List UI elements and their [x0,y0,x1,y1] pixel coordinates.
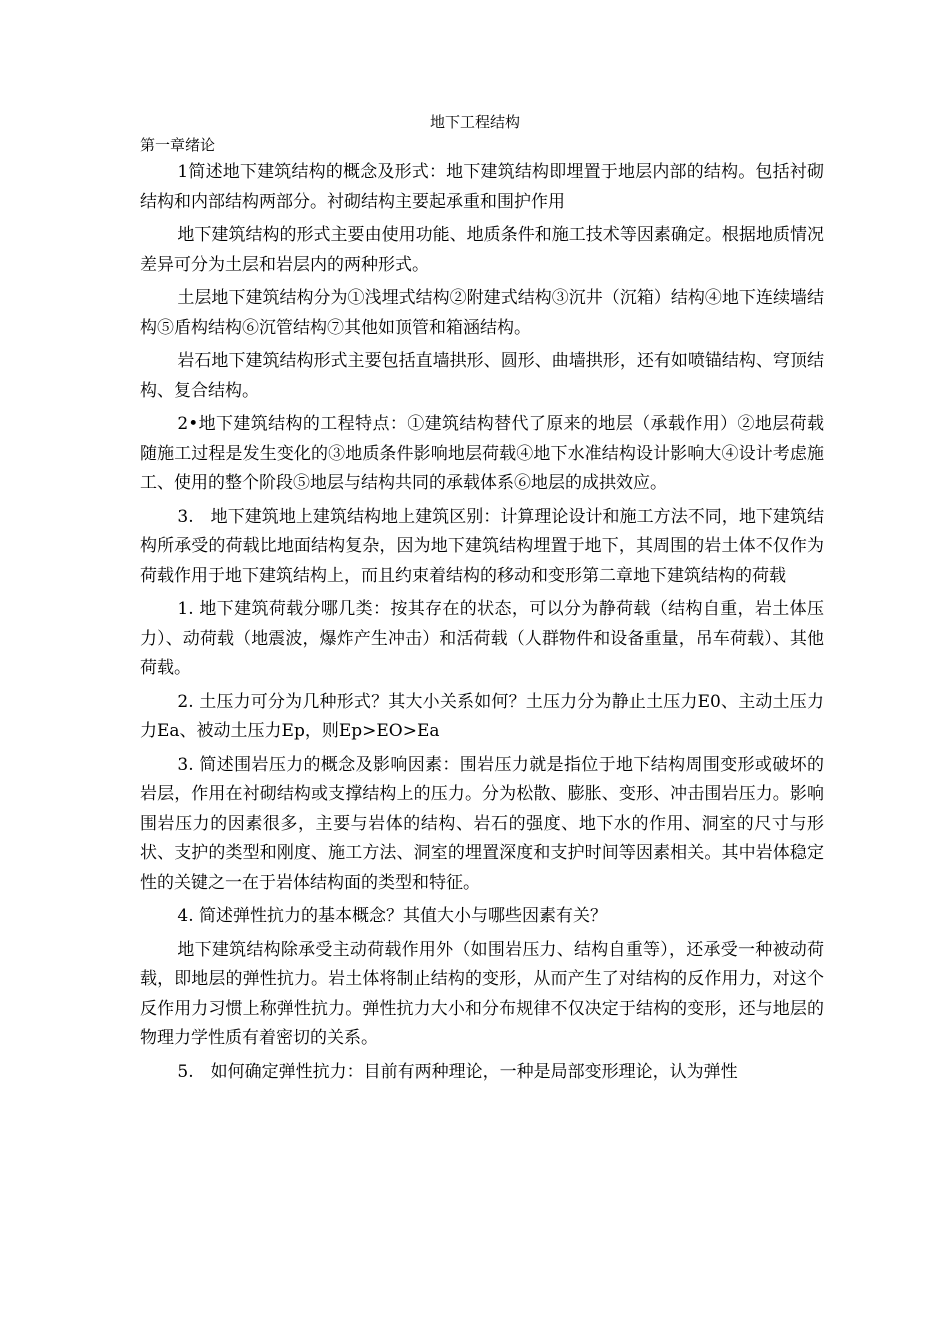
paragraph-3: 土层地下建筑结构分为①浅埋式结构②附建式结构③沉井（沉箱）结构④地下连续墙结构⑤盾构结构⑥沉管结构⑦其他如顶管和箱涵结构。 [140,288,824,338]
paragraph-8: 2. 土压力可分为几种形式？其大小关系如何？土压力分为静止土压力E0、主动土压力力Ea、被动土压力Ep，则Ep>EO>Ea [140,691,824,741]
chapter-heading: 第一章绪论 [140,136,216,154]
paragraph-5: 2•地下建筑结构的工程特点：①建筑结构替代了原来的地层（承载作用）②地层荷载随施工过程是发生变化的③地质条件影响地层荷载④地下水准结构设计影响大④设计考虑施工、使用的整个阶段⑤地层与结构共同的承载体系⑥地层的成拱效应。 [140,414,824,493]
paragraph-7: 1. 地下建筑荷载分哪几类：按其存在的状态，可以分为静荷载（结构自重，岩土体压力）、动荷载（地震波，爆炸产生冲击）和活荷载（人群物件和设备重量，吊车荷载）、其他荷载。 [140,599,824,678]
paragraph-12: 5. 如何确定弹性抗力：目前有两种理论，一种是局部变形理论，认为弹性 [177,1061,738,1082]
paragraph-10: 4. 简述弹性抗力的基本概念？其值大小与哪些因素有关？ [177,906,608,926]
paragraph-4: 岩石地下建筑结构形式主要包括直墙拱形、圆形、曲墙拱形，还有如喷锚结构、穹顶结构、复合结构。 [140,351,824,401]
paragraph-1: 1简述地下建筑结构的概念及形式：地下建筑结构即埋置于地层内部的结构。包括衬砌结构和内部结构两部分。衬砌结构主要起承重和围护作用 [140,162,824,212]
paragraph-9: 3. 简述围岩压力的概念及影响因素：围岩压力就是指位于地下结构周围变形或破坏的岩层，作用在衬砌结构或支撑结构上的压力。分为松散、膨胀、变形、冲击围岩压力。影响围岩压力的因素很多，主要与岩体的结构、岩石的强度、地下水的作用、洞室的尺寸与形状、支护的类型和刚度、施工方法、洞室的埋置深度和支护时间等因素相关。其中岩体稳定性的关键之一在于岩体结构面的类型和特征。 [140,754,824,893]
document-title: 地下工程结构 [429,113,520,131]
paragraph-11: 地下建筑结构除承受主动荷载作用外（如围岩压力、结构自重等），还承受一种被动荷载，即地层的弹性抗力。岩土体将制止结构的变形，从而产生了对结构的反作用力，对这个反作用力习惯上称弹性抗力。弹性抗力大小和分布规律不仅决定于结构的变形，还与地层的物理力学性质有着密切的关系。 [140,939,824,1048]
paragraph-2: 地下建筑结构的形式主要由使用功能、地质条件和施工技术等因素确定。根据地质情况差异可分为土层和岩层内的两种形式。 [140,225,824,275]
document-body [140,158,824,1091]
paragraph-6: 3. 地下建筑地上建筑结构地上建筑区别：计算理论设计和施工方法不同，地下建筑结构所承受的荷载比地面结构复杂，因为地下建筑结构埋置于地下，其周围的岩土体不仅作为荷载作用于地下建筑结构上，而且约束着结构的移动和变形第二章地下建筑结构的荷载 [140,506,824,586]
